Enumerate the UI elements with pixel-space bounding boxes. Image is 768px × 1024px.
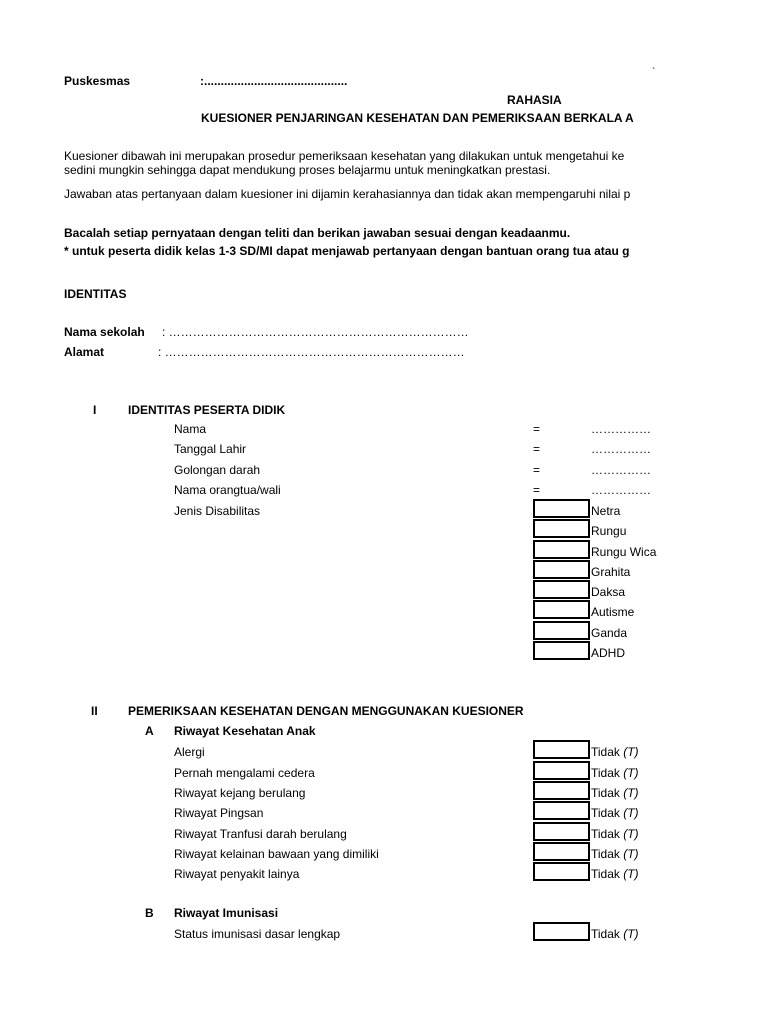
subsection-a-title: Riwayat Kesehatan Anak	[174, 724, 316, 738]
section-2-number: II	[91, 704, 98, 718]
checkbox-rungu[interactable]	[533, 519, 590, 538]
checkbox-netra[interactable]	[533, 499, 590, 518]
subsection-a-letter: A	[145, 724, 154, 738]
alamat-label: Alamat	[64, 345, 105, 359]
checkbox-adhd[interactable]	[533, 641, 590, 660]
answer-box-tranfusi[interactable]	[533, 822, 590, 841]
nama-sekolah-label: Nama sekolah	[64, 325, 145, 339]
disabilitas-label: Jenis Disabilitas	[174, 504, 261, 518]
puskesmas-label: Puskesmas	[64, 74, 131, 88]
question-cedera: Pernah mengalami cedera	[174, 766, 315, 780]
question-alergi: Alergi	[174, 745, 205, 759]
field-eq-golongan-darah: =	[533, 463, 541, 477]
instruction-line-1: Bacalah setiap pernyataan dengan teliti dan berikan jawaban sesuai dengan keadaanmu.	[64, 226, 571, 240]
question-tranfusi: Riwayat Tranfusi darah berulang	[174, 827, 347, 841]
question-kejang: Riwayat kejang berulang	[174, 786, 306, 800]
question-kelainan-bawaan: Riwayat kelainan bawaan yang dimiliki	[174, 847, 379, 861]
section-1-number: I	[93, 403, 97, 417]
option-rungu: Rungu	[591, 524, 627, 538]
answer-box-pingsan[interactable]	[533, 801, 590, 820]
field-eq-orangtua: =	[533, 483, 541, 497]
answer-box-kelainan-bawaan[interactable]	[533, 842, 590, 861]
option-rungu-wicara: Rungu Wica	[591, 545, 657, 559]
answer-label-pingsan: Tidak (T)	[591, 806, 639, 820]
field-label-golongan-darah: Golongan darah	[174, 463, 261, 477]
field-eq-tanggal-lahir: =	[533, 442, 541, 456]
stray-mark: `	[652, 67, 656, 78]
option-adhd: ADHD	[591, 646, 626, 660]
answer-label-penyakit-lainya: Tidak (T)	[591, 867, 639, 881]
section-1-title: IDENTITAS PESERTA DIDIK	[128, 403, 286, 417]
option-netra: Netra	[591, 504, 621, 518]
checkbox-autisme[interactable]	[533, 600, 590, 619]
document-title: KUESIONER PENJARINGAN KESEHATAN DAN PEMERIKSAAN BERKALA A	[201, 111, 634, 125]
nama-sekolah-field[interactable]: : …………………………………………………………………	[162, 325, 469, 339]
field-value-nama[interactable]: ……………	[591, 422, 651, 436]
option-daksa: Daksa	[591, 585, 626, 599]
subsection-b-letter: B	[145, 906, 154, 920]
intro-line-2: sedini mungkin sehingga dapat mendukung proses belajarmu untuk meningkatkan prestasi.	[64, 163, 551, 177]
identitas-heading: IDENTITAS	[64, 287, 127, 301]
field-value-tanggal-lahir[interactable]: ……………	[591, 442, 651, 456]
answer-box-cedera[interactable]	[533, 761, 590, 780]
checkbox-rungu-wicara[interactable]	[533, 540, 590, 559]
section-2-title: PEMERIKSAAN KESEHATAN DENGAN MENGGUNAKAN KUESIONER	[128, 704, 524, 718]
checkbox-grahita[interactable]	[533, 560, 590, 579]
answer-label-cedera: Tidak (T)	[591, 766, 639, 780]
option-ganda: Ganda	[591, 626, 628, 640]
field-label-nama: Nama	[174, 422, 207, 436]
answer-box-alergi[interactable]	[533, 740, 590, 759]
instruction-line-2: * untuk peserta didik kelas 1-3 SD/MI dapat menjawab pertanyaan dengan bantuan orang tua atau g	[64, 244, 630, 258]
answer-box-penyakit-lainya[interactable]	[533, 862, 590, 881]
checkbox-ganda[interactable]	[533, 621, 590, 640]
answer-label-kejang: Tidak (T)	[591, 786, 639, 800]
intro-line-1: Kuesioner dibawah ini merupakan prosedur pemeriksaan kesehatan yang dilakukan untuk mengetahui ke	[64, 149, 625, 163]
answer-label-kelainan-bawaan: Tidak (T)	[591, 847, 639, 861]
field-label-orangtua: Nama orangtua/wali	[174, 483, 281, 497]
question-imunisasi-dasar: Status imunisasi dasar lengkap	[174, 927, 341, 941]
puskesmas-value[interactable]: :...........................................	[200, 74, 348, 88]
answer-box-kejang[interactable]	[533, 781, 590, 800]
question-penyakit-lainya: Riwayat penyakit lainya	[174, 867, 300, 881]
rahasia-label: RAHASIA	[507, 93, 562, 107]
field-value-golongan-darah[interactable]: ……………	[591, 463, 651, 477]
subsection-b-title: Riwayat Imunisasi	[174, 906, 279, 920]
field-label-tanggal-lahir: Tanggal Lahir	[174, 442, 247, 456]
answer-label-imunisasi-dasar: Tidak (T)	[591, 927, 639, 941]
intro-line-3: Jawaban atas pertanyaan dalam kuesioner ini dijamin kerahasiannya dan tidak akan mempengaruhi nilai p	[64, 187, 631, 201]
answer-label-alergi: Tidak (T)	[591, 745, 639, 759]
answer-box-imunisasi-dasar[interactable]	[533, 922, 590, 941]
alamat-field[interactable]: : …………………………………………………………………	[158, 345, 465, 359]
field-eq-nama: =	[533, 422, 541, 436]
field-value-orangtua[interactable]: ……………	[591, 483, 651, 497]
answer-label-tranfusi: Tidak (T)	[591, 827, 639, 841]
checkbox-daksa[interactable]	[533, 580, 590, 599]
question-pingsan: Riwayat Pingsan	[174, 806, 264, 820]
option-autisme: Autisme	[591, 605, 635, 619]
option-grahita: Grahita	[591, 565, 631, 579]
